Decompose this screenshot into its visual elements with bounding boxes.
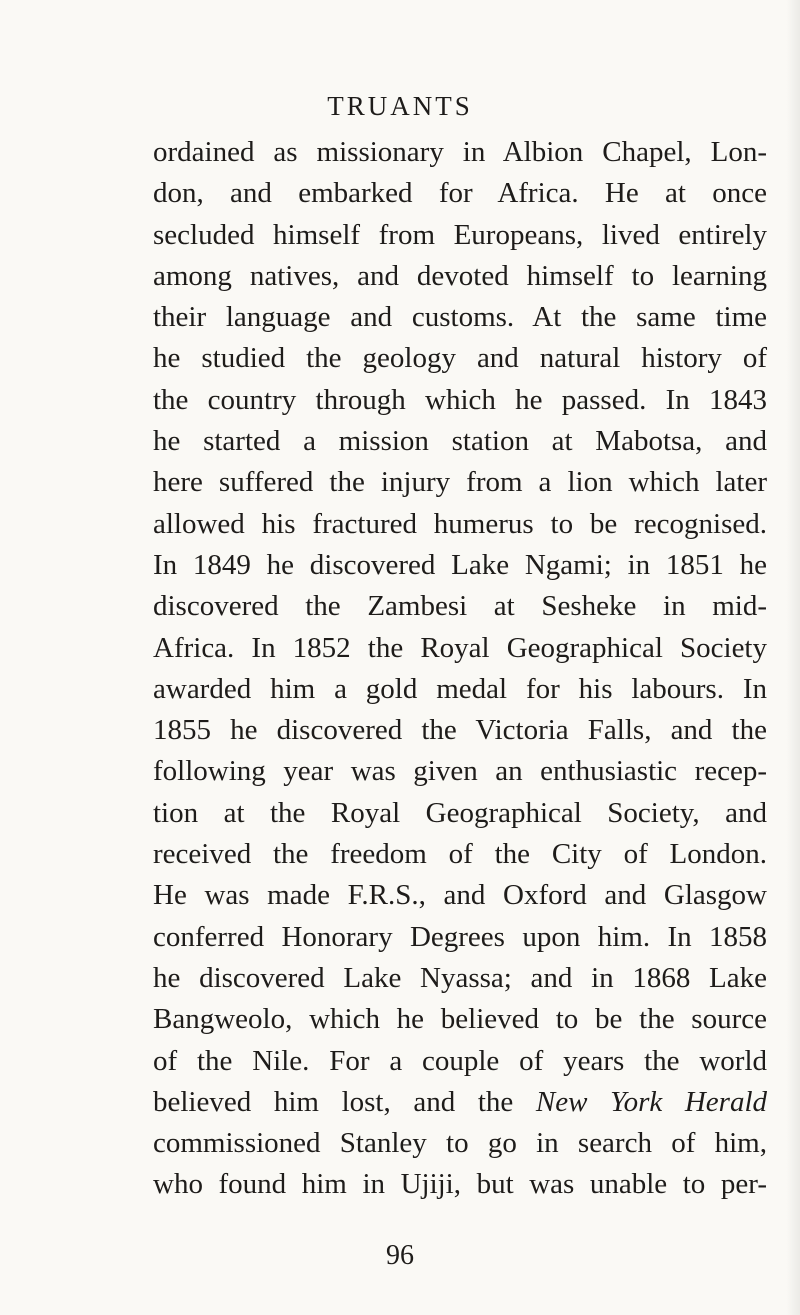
text-segment: believed him lost, and the	[153, 1085, 536, 1118]
text-line: tion at the Royal Geographical Society, and	[153, 796, 767, 829]
text-line: awarded him a gold medal for his labours. In	[153, 672, 767, 705]
text-line: In 1849 he discovered Lake Ngami; in 1851 he	[153, 548, 767, 581]
text-line: allowed his fractured humerus to be recognised.	[153, 507, 767, 540]
running-head: TRUANTS	[327, 91, 473, 121]
text-line: their language and customs. At the same time	[153, 301, 767, 334]
text-line: conferred Honorary Degrees upon him. In 1858	[153, 920, 767, 953]
page-edge-shadow	[786, 0, 800, 1315]
body-paragraph	[153, 132, 767, 1206]
text-line: Africa. In 1852 the Royal Geographical Society	[153, 631, 767, 664]
text-line: He was made F.R.S., and Oxford and Glasgow	[153, 879, 767, 912]
text-line: he started a mission station at Mabotsa, and	[153, 425, 767, 458]
text-line: secluded himself from Europeans, lived entirely	[153, 218, 767, 251]
text-line: don, and embarked for Africa. He at once	[153, 177, 767, 210]
text-line: following year was given an enthusiastic recep-	[153, 755, 767, 788]
newspaper-title: New York Herald	[535, 1085, 768, 1118]
text-line: ordained as missionary in Albion Chapel, Lon-	[153, 136, 767, 168]
text-line: here suffered the injury from a lion which later	[153, 466, 767, 499]
page-number: 96	[386, 1240, 414, 1271]
text-line: he studied the geology and natural history of	[153, 342, 767, 375]
text-line: Bangweolo, which he believed to be the source	[153, 1003, 767, 1036]
text-line: he discovered Lake Nyassa; and in 1868 Lake	[153, 961, 767, 994]
text-line: the country through which he passed. In 1843	[153, 383, 767, 416]
text-line: among natives, and devoted himself to learning	[153, 259, 767, 292]
text-line: of the Nile. For a couple of years the world	[153, 1044, 767, 1077]
text-line: received the freedom of the City of London.	[153, 838, 767, 871]
text-line: discovered the Zambesi at Sesheke in mid-	[153, 590, 767, 623]
text-line: 1855 he discovered the Victoria Falls, and the	[153, 714, 767, 747]
text-line: who found him in Ujiji, but was unable to per-	[153, 1168, 767, 1201]
text-line-with-italic-title	[153, 1082, 767, 1123]
text-line: commissioned Stanley to go in search of him,	[153, 1127, 767, 1160]
